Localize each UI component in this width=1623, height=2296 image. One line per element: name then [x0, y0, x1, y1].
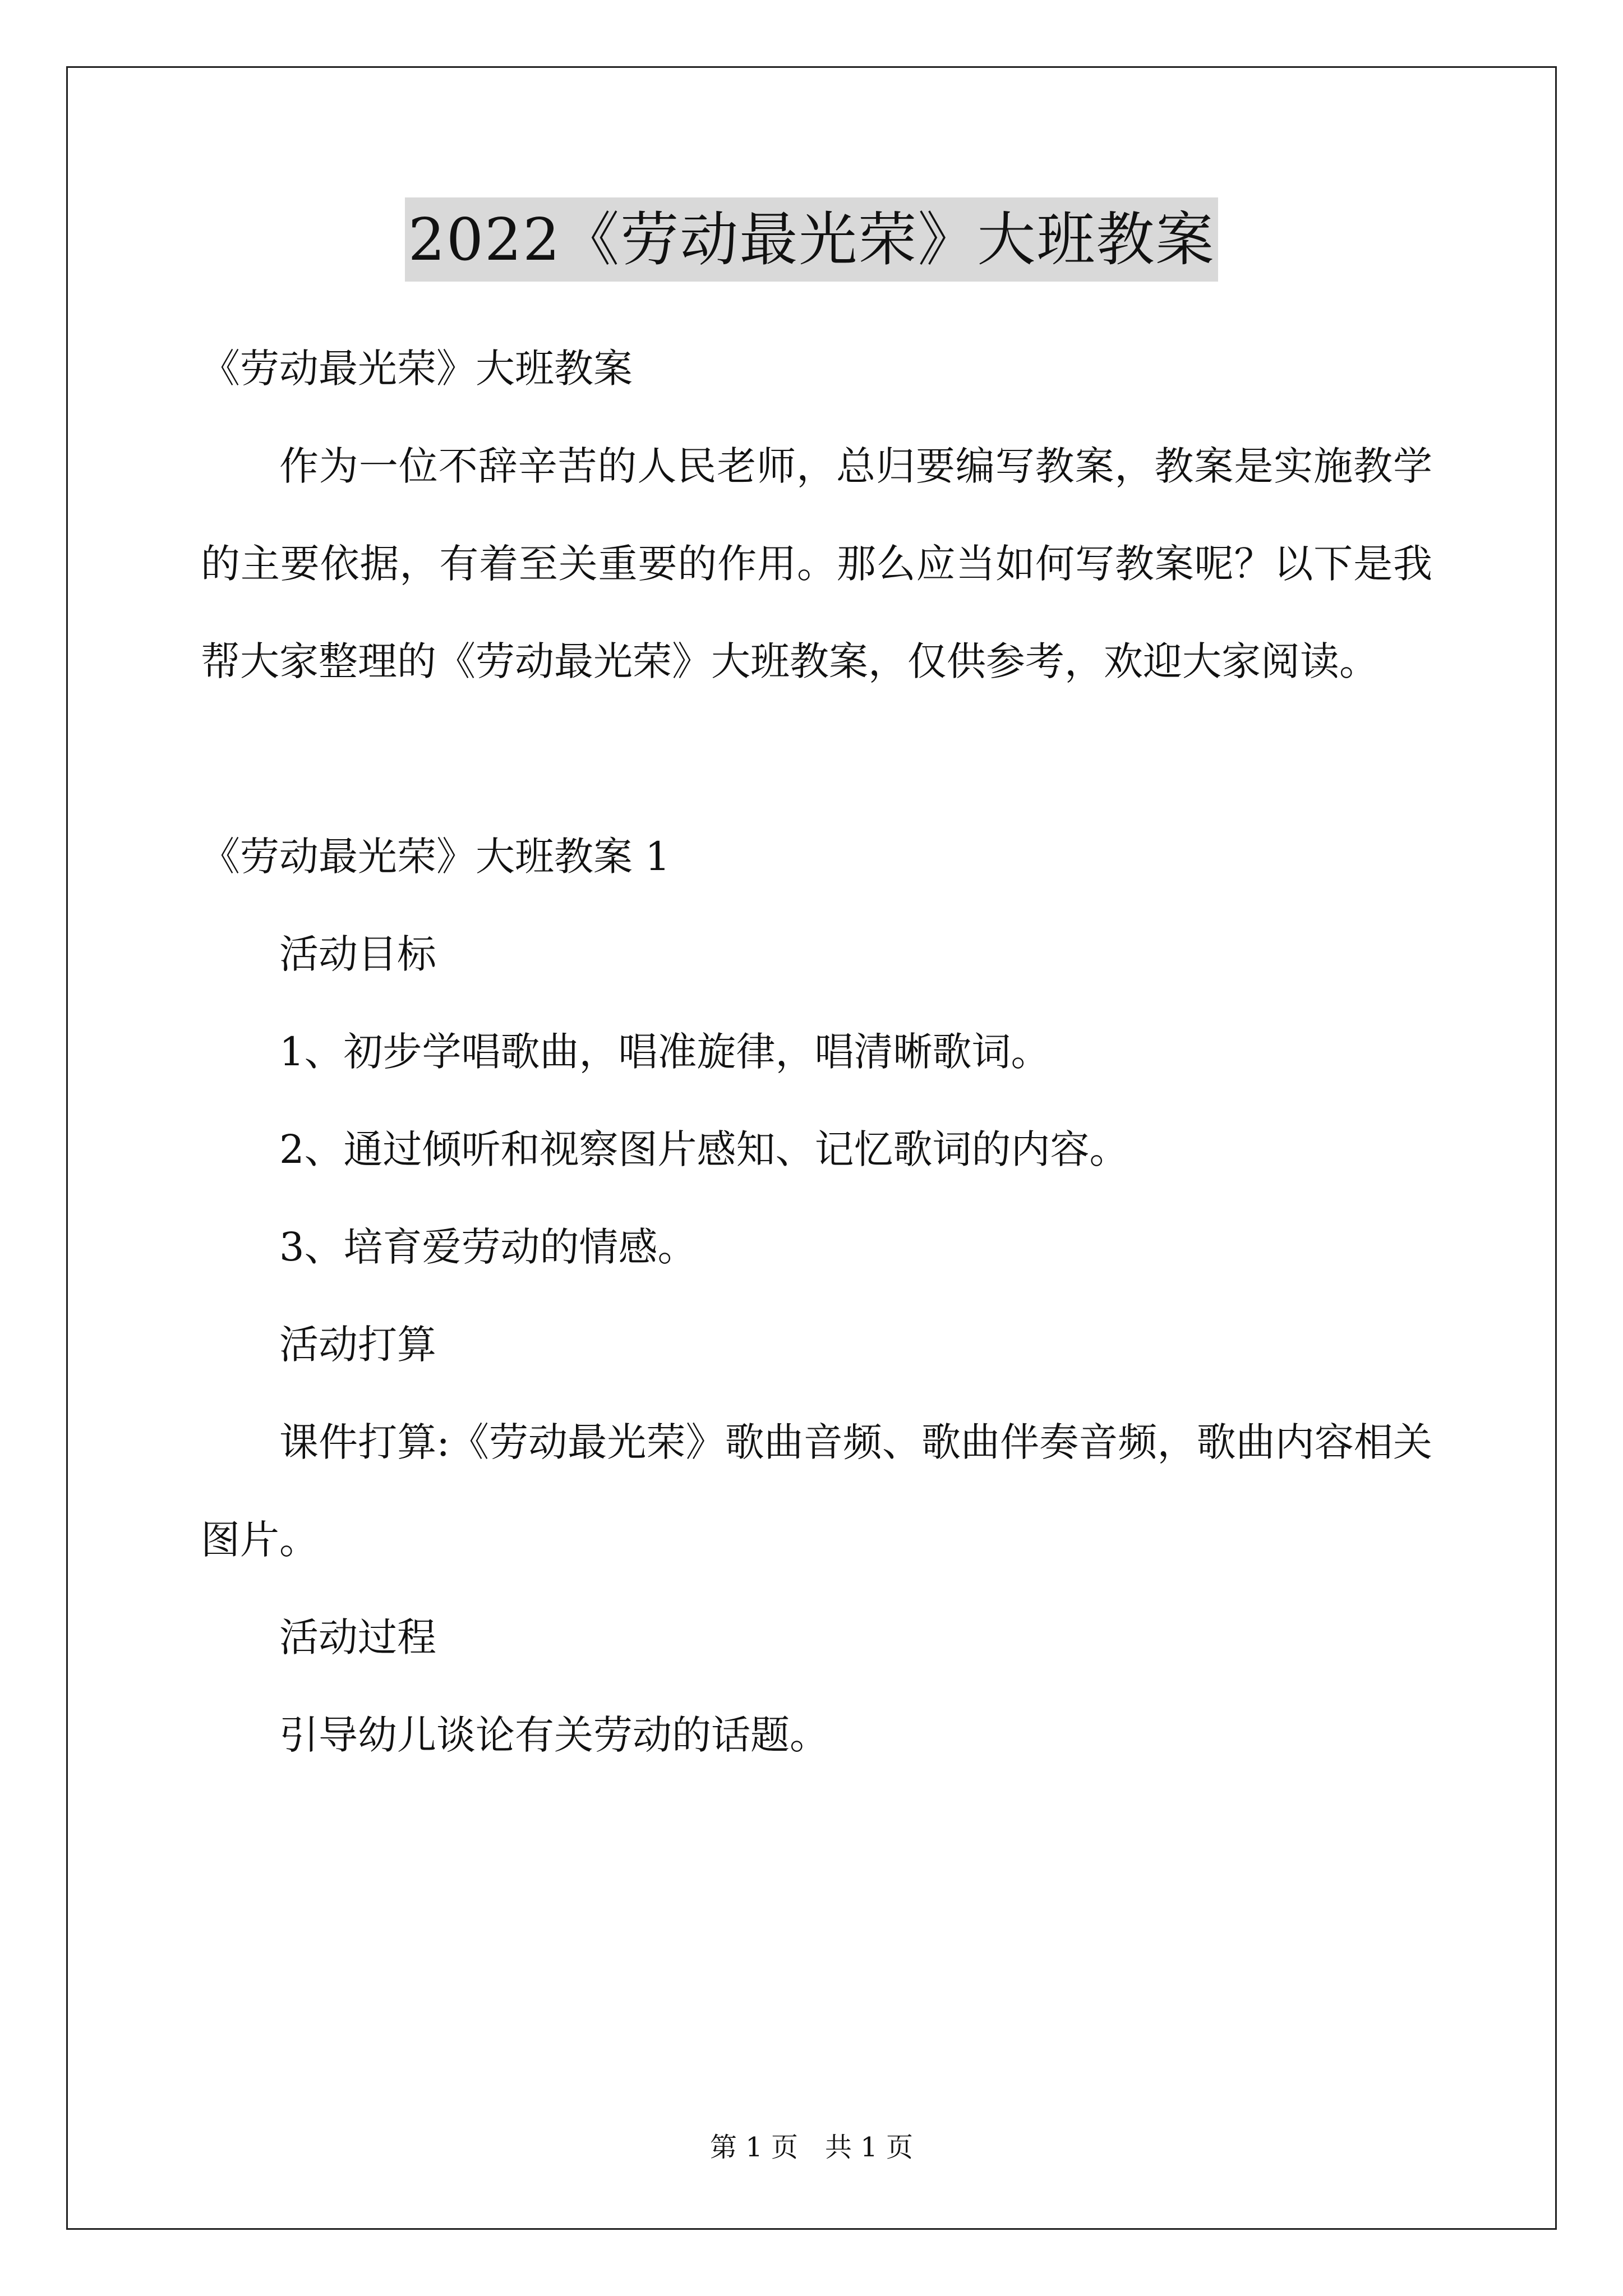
section-heading: 《劳动最光荣》大班教案	[201, 346, 633, 392]
spacer	[201, 710, 1432, 808]
section-heading: 《劳动最光荣》大班教案 1	[201, 834, 670, 880]
intro-paragraph: 作为一位不辞辛苦的人民老师，总归要编写教案，教案是实施教学的主要依据，有着至关重要的作用。那么应当如何写教案呢？以下是我帮大家整理的《劳动最光荣》大班教案，仅供参考，欢迎大家阅读。	[201, 443, 1432, 684]
subheading: 活动目标	[279, 931, 436, 977]
list-item: 3、培育爱劳动的情感。	[279, 1224, 697, 1270]
page-number: 第 1 页	[709, 2132, 798, 2163]
document-title: 2022《劳动最光荣》大班教案	[405, 197, 1219, 282]
page-footer	[0, 2129, 1623, 2165]
subheading: 活动过程	[279, 1614, 436, 1660]
title-container	[0, 197, 1623, 282]
body-paragraph: 引导幼儿谈论有关劳动的话题。	[279, 1712, 829, 1758]
list-item: 1、初步学唱歌曲，唱准旋律，唱清晰歌词。	[279, 1029, 1050, 1075]
body-paragraph: 课件打算:《劳动最光荣》歌曲音频、歌曲伴奏音频，歌曲内容相关图片。	[201, 1419, 1432, 1563]
list-item: 2、通过倾听和视察图片感知、记忆歌词的内容。	[279, 1126, 1129, 1172]
page-total: 共 1 页	[825, 2132, 914, 2163]
document-body	[201, 320, 1432, 1784]
subheading: 活动打算	[279, 1322, 436, 1368]
